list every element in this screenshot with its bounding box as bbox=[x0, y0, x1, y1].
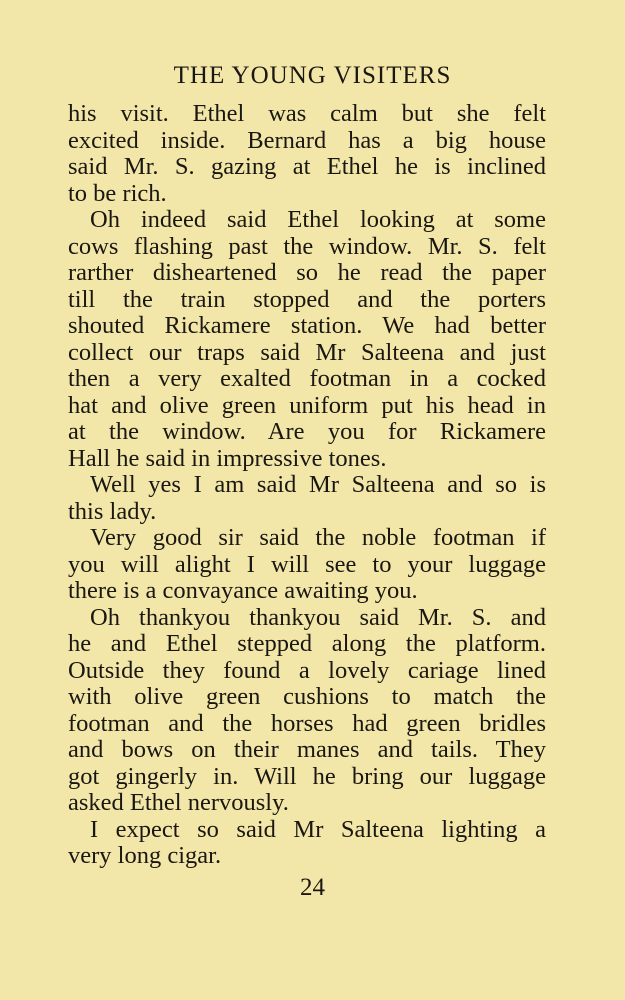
text-line: cows flashing past the window. Mr. S. felt bbox=[68, 232, 546, 260]
text-line: to be rich. bbox=[68, 179, 167, 207]
text-line: then a very exalted footman in a cocked bbox=[68, 365, 546, 392]
text-line: hat and olive green uniform put his head in bbox=[68, 391, 546, 419]
text-line: very long cigar. bbox=[68, 842, 222, 869]
page-number: 24 bbox=[300, 874, 325, 901]
text-line: his visit. Ethel was calm but she felt bbox=[68, 100, 546, 127]
text-line: at the window. Are you for Rickamere bbox=[68, 418, 546, 445]
running-head: THE YOUNG VISITERS bbox=[173, 62, 452, 89]
text-line: Hall he said in impressive tones. bbox=[68, 444, 387, 472]
text-line: rarther disheartened so he read the paper bbox=[68, 259, 546, 286]
text-line: there is a convayance awaiting you. bbox=[68, 577, 418, 604]
text-line: till the train stopped and the porters bbox=[68, 285, 546, 313]
text-line: Outside they found a lovely cariage lined bbox=[68, 656, 546, 684]
text-line: you will alight I will see to your luggage bbox=[68, 550, 546, 578]
text-line: shouted Rickamere station. We had better bbox=[68, 312, 546, 339]
text-line: Very good sir said the noble footman if bbox=[90, 524, 546, 551]
text-line: asked Ethel nervously. bbox=[68, 789, 289, 816]
text-line: said Mr. S. gazing at Ethel he is inclined bbox=[68, 153, 546, 180]
text-line: this lady. bbox=[68, 497, 157, 525]
text-line: I expect so said Mr Salteena lighting a bbox=[90, 815, 546, 843]
text-line: footman and the horses had green bridles bbox=[68, 709, 546, 737]
text-line: got gingerly in. Will he bring our luggage bbox=[68, 762, 546, 790]
text-line: collect our traps said Mr Salteena and just bbox=[68, 338, 546, 366]
text-line: he and Ethel stepped along the platform. bbox=[68, 630, 546, 657]
text-line: and bows on their manes and tails. They bbox=[68, 736, 546, 763]
text-line: Well yes I am said Mr Salteena and so is bbox=[90, 471, 546, 498]
body-text bbox=[68, 101, 546, 870]
text-line: excited inside. Bernard has a big house bbox=[68, 126, 546, 154]
text-line: Oh indeed said Ethel looking at some bbox=[90, 206, 546, 233]
text-line: Oh thankyou thankyou said Mr. S. and bbox=[90, 603, 546, 631]
text-line: with olive green cushions to match the bbox=[68, 683, 546, 710]
